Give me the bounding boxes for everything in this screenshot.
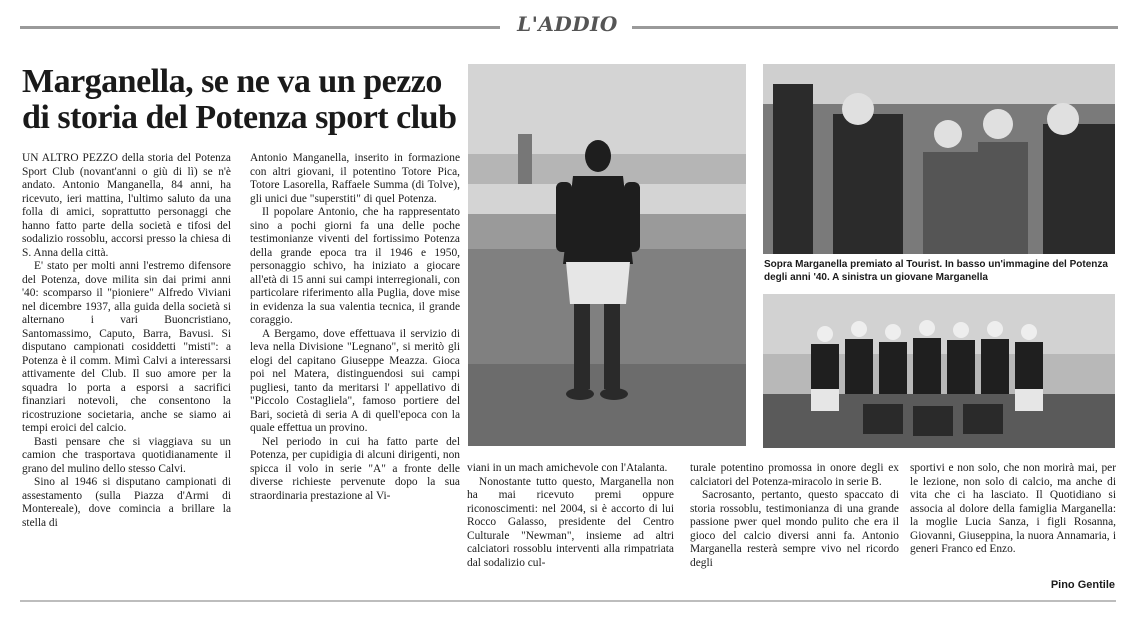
photo-team-illustration	[763, 294, 1115, 448]
article-column-1	[22, 152, 231, 592]
section-rule-left	[20, 26, 500, 29]
paragraph: Sacrosanto, pertanto, questo spaccato di storia rossoblu, testimonianza di una grande passione pwer quel mondo pulito che era il gioco del calcio diversi anni fa. Antonio Marganella resterà sempre vivo nel ricordo degli	[690, 489, 899, 569]
photo-caption: Sopra Marganella premiato al Tourist. In basso un'immagine del Potenza degli anni '40. A sinistra un giovane Marganella	[764, 259, 1108, 283]
article-column-5	[910, 462, 1116, 594]
article-column-2	[250, 152, 460, 592]
paragraph: Il popolare Antonio, che ha rappresentato sino a pochi giorni fa una delle poche testimonianze viventi del fortissimo Potenza della grande epoca tra il 1946 e 1950, personaggio schivo, ha iniziato a giocare all'età di 15 anni sui campi interregionali, con particolare riferimento alla Puglia, dove mise in evidenza la sua valentia tecnica, il grande coraggio.	[250, 206, 460, 326]
paragraph: A Bergamo, dove effettuava il servizio di leva nella Divisione "Legnano", si meritò gli elogi del capitano Giuseppe Meazza. Gioca poi nel Matera, distinguendosi sui campi pugliesi, tanto da meritarsi l' appellativo di "Piccolo Costagliela", famoso portiere del Bari, società di seria A di quell'epoca con la quale effettua un provino.	[250, 327, 460, 434]
paragraph: turale potentino promossa in onore degli ex calciatori del Potenza-miracolo in serie B.	[690, 462, 899, 488]
paragraph: Antonio Manganella, inserito in formazione con altri giovani, il potentino Totore Pica, Totore Lasorella, Raffaele Summa (di Tolve), gli unici due "superstiti" di quel Potenza.	[250, 152, 460, 205]
article-column-3	[467, 462, 674, 594]
article-column-4	[690, 462, 899, 594]
section-rule-right	[632, 26, 1118, 29]
article-headline: Marganella, se ne va un pezzo di storia del Potenza sport club	[22, 63, 457, 136]
author-signature: Pino Gentile	[1050, 579, 1115, 591]
photo-award-ceremony	[763, 64, 1115, 254]
paragraph: UN ALTRO PEZZO della storia del Potenza Sport Club (novant'anni o giù di lì) se n'è andato. Antonio Manganella, 84 anni, ha ricevuto, ieri mattina, l'ultimo saluto da una folla di amici, soprattutto personaggi che hanno fatto parte della società e tifosi del sodalizio rossoblu, accorsi presso la chiesa di S. Anna della città.	[22, 152, 231, 259]
paragraph: Nel periodo in cui ha fatto parte del Potenza, per cupidigia di alcuni dirigenti, non spicca il volo in serie "A" a fronte delle diverse richieste pervenute dopo la sua straordinaria prestazione al Vi-	[250, 435, 460, 502]
paragraph: viani in un mach amichevole con l'Atalanta.	[467, 462, 668, 474]
photo-young-goalkeeper	[468, 64, 746, 446]
bottom-rule	[20, 600, 1116, 602]
paragraph: E' stato per molti anni l'estremo difensore del Potenza, dove milita sin dai primi anni '40: scomparso il "pioniere" Alfredo Viviani nel dicembre 1937, alla guida della società si alternano i vari Buoncristiano, Santomassimo, Caputo, Barra, Bavusi. Si disputano campionati cosiddetti "misti": a Potenza è il comm. Mimì Calvi a interessarsi attivamente del Club. Il suo amore per la squadra lo porta a esporsi a sacrifici finanziari notevoli, che consentono la ricostruzione societaria, anche se siamo ai tempi eroici del calcio.	[22, 260, 231, 434]
photo-team-1940s	[763, 294, 1115, 448]
section-label: L'ADDIO	[517, 12, 618, 36]
paragraph: sportivi e non solo, che non morirà mai, per le lezione, non solo di calcio, ma anche di vita che ci ha lasciato. Il Quotidiano si associa al dolore della famiglia Marganella: la moglie Lucia Sanza, i figli Rosanna, Giovanni, Giuseppina, la nuora Annamaria, i generi Franco ed Enzo.	[910, 462, 1116, 555]
paragraph: Sino al 1946 si disputano campionati di assestamento (sulla Piazza d'Armi di Montereale), dove comincia a brillare la stella di	[22, 476, 231, 529]
paragraph: Basti pensare che si viaggiava su un camion che trasportava quotidianamente il grano del mulino dello stesso Calvi.	[22, 435, 231, 475]
photo-ceremony-illustration	[763, 64, 1115, 254]
photo-goalkeeper-illustration	[468, 64, 746, 446]
paragraph: Nonostante tutto questo, Marganella non ha mai ricevuto premi oppure riconoscimenti: nel 2004, si è accorto di lui Rocco Galasso, presidente del Centro Culturale "Newman", insieme ad altri calciatori rossoblu interventi alla rimpatriata dal sodalizio cul-	[467, 475, 674, 569]
